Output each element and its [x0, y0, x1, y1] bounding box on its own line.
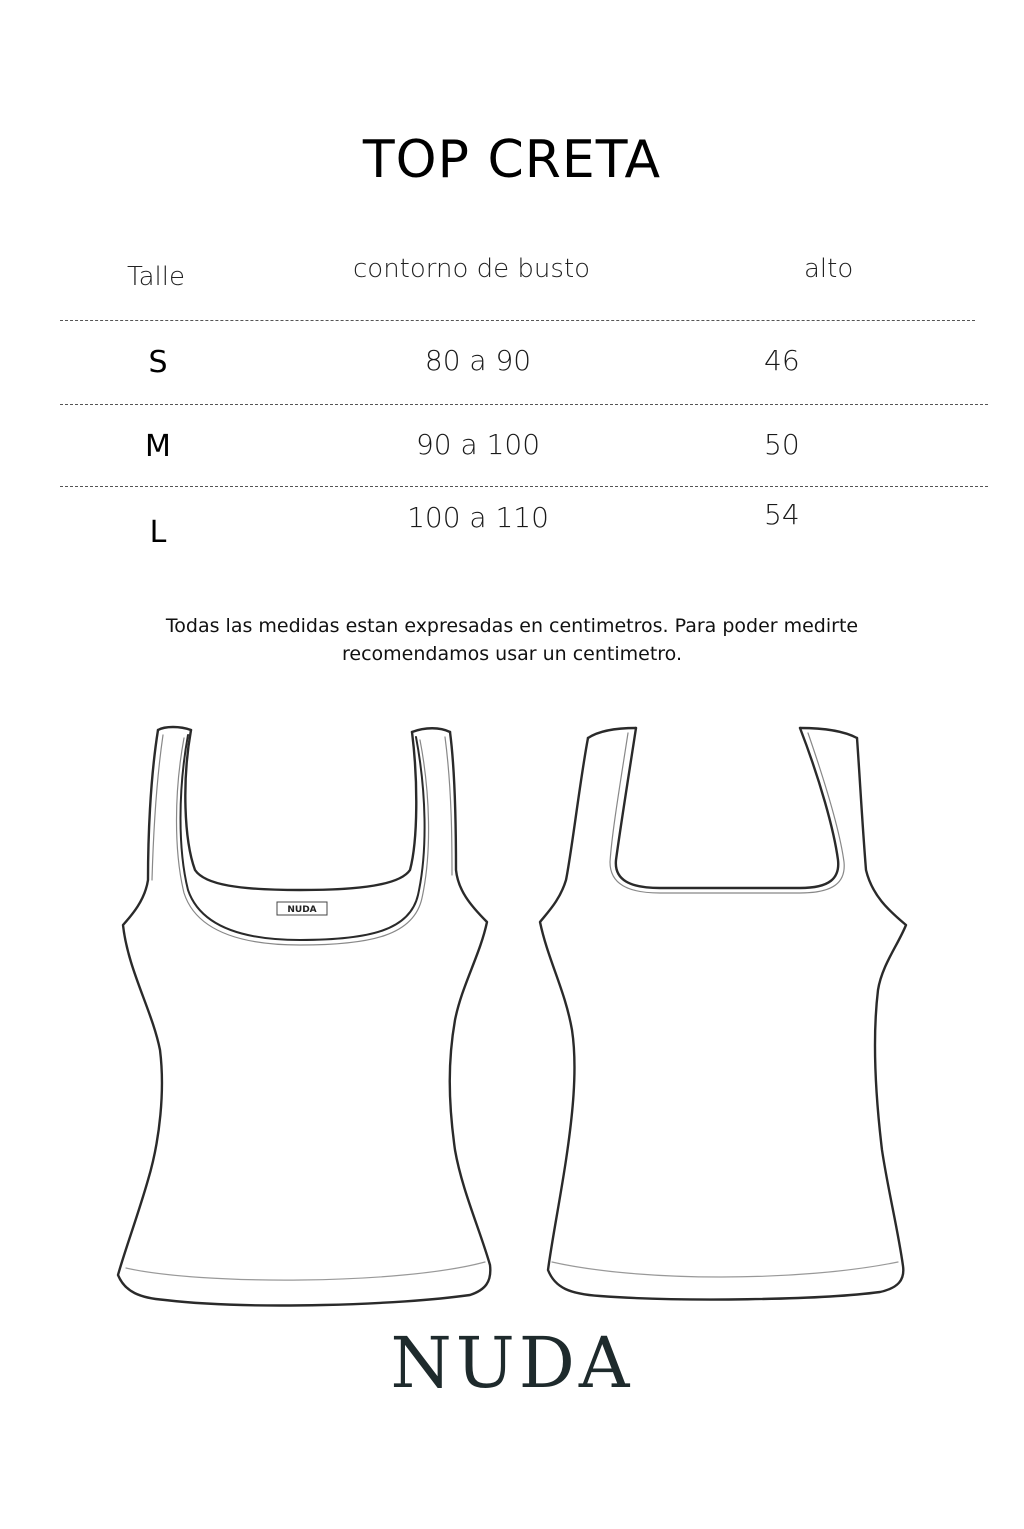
row-m-bust: 90 a 100	[415, 428, 541, 461]
row-s-bust: 80 a 90	[424, 344, 532, 377]
table-divider	[60, 404, 988, 405]
row-l-height: 54	[764, 498, 800, 531]
row-l-bust: 100 a 110	[407, 501, 549, 534]
row-s-height: 46	[764, 344, 800, 377]
note-line-1: Todas las medidas estan expresadas en centimetros. Para poder medirte	[165, 615, 859, 637]
row-s-size: S	[148, 345, 168, 380]
row-m-size: M	[145, 429, 171, 464]
measurement-note	[120, 612, 904, 668]
row-l-size: L	[149, 515, 167, 550]
front-view-sketch	[118, 727, 490, 1305]
brand-logo: NUDA	[390, 1322, 634, 1404]
garment-tag-label: NUDA	[287, 905, 317, 915]
header-height: alto	[804, 254, 854, 284]
note-line-2: recomendamos usar un centimetro.	[341, 643, 682, 665]
header-bust: contorno de busto	[353, 254, 591, 284]
garment-sketch	[0, 700, 1024, 1320]
header-size: Talle	[127, 262, 185, 292]
back-view-sketch	[540, 728, 906, 1299]
page-title: TOP CRETA	[362, 130, 662, 190]
row-m-height: 50	[764, 428, 800, 461]
table-divider	[60, 486, 988, 487]
table-divider	[60, 320, 975, 321]
